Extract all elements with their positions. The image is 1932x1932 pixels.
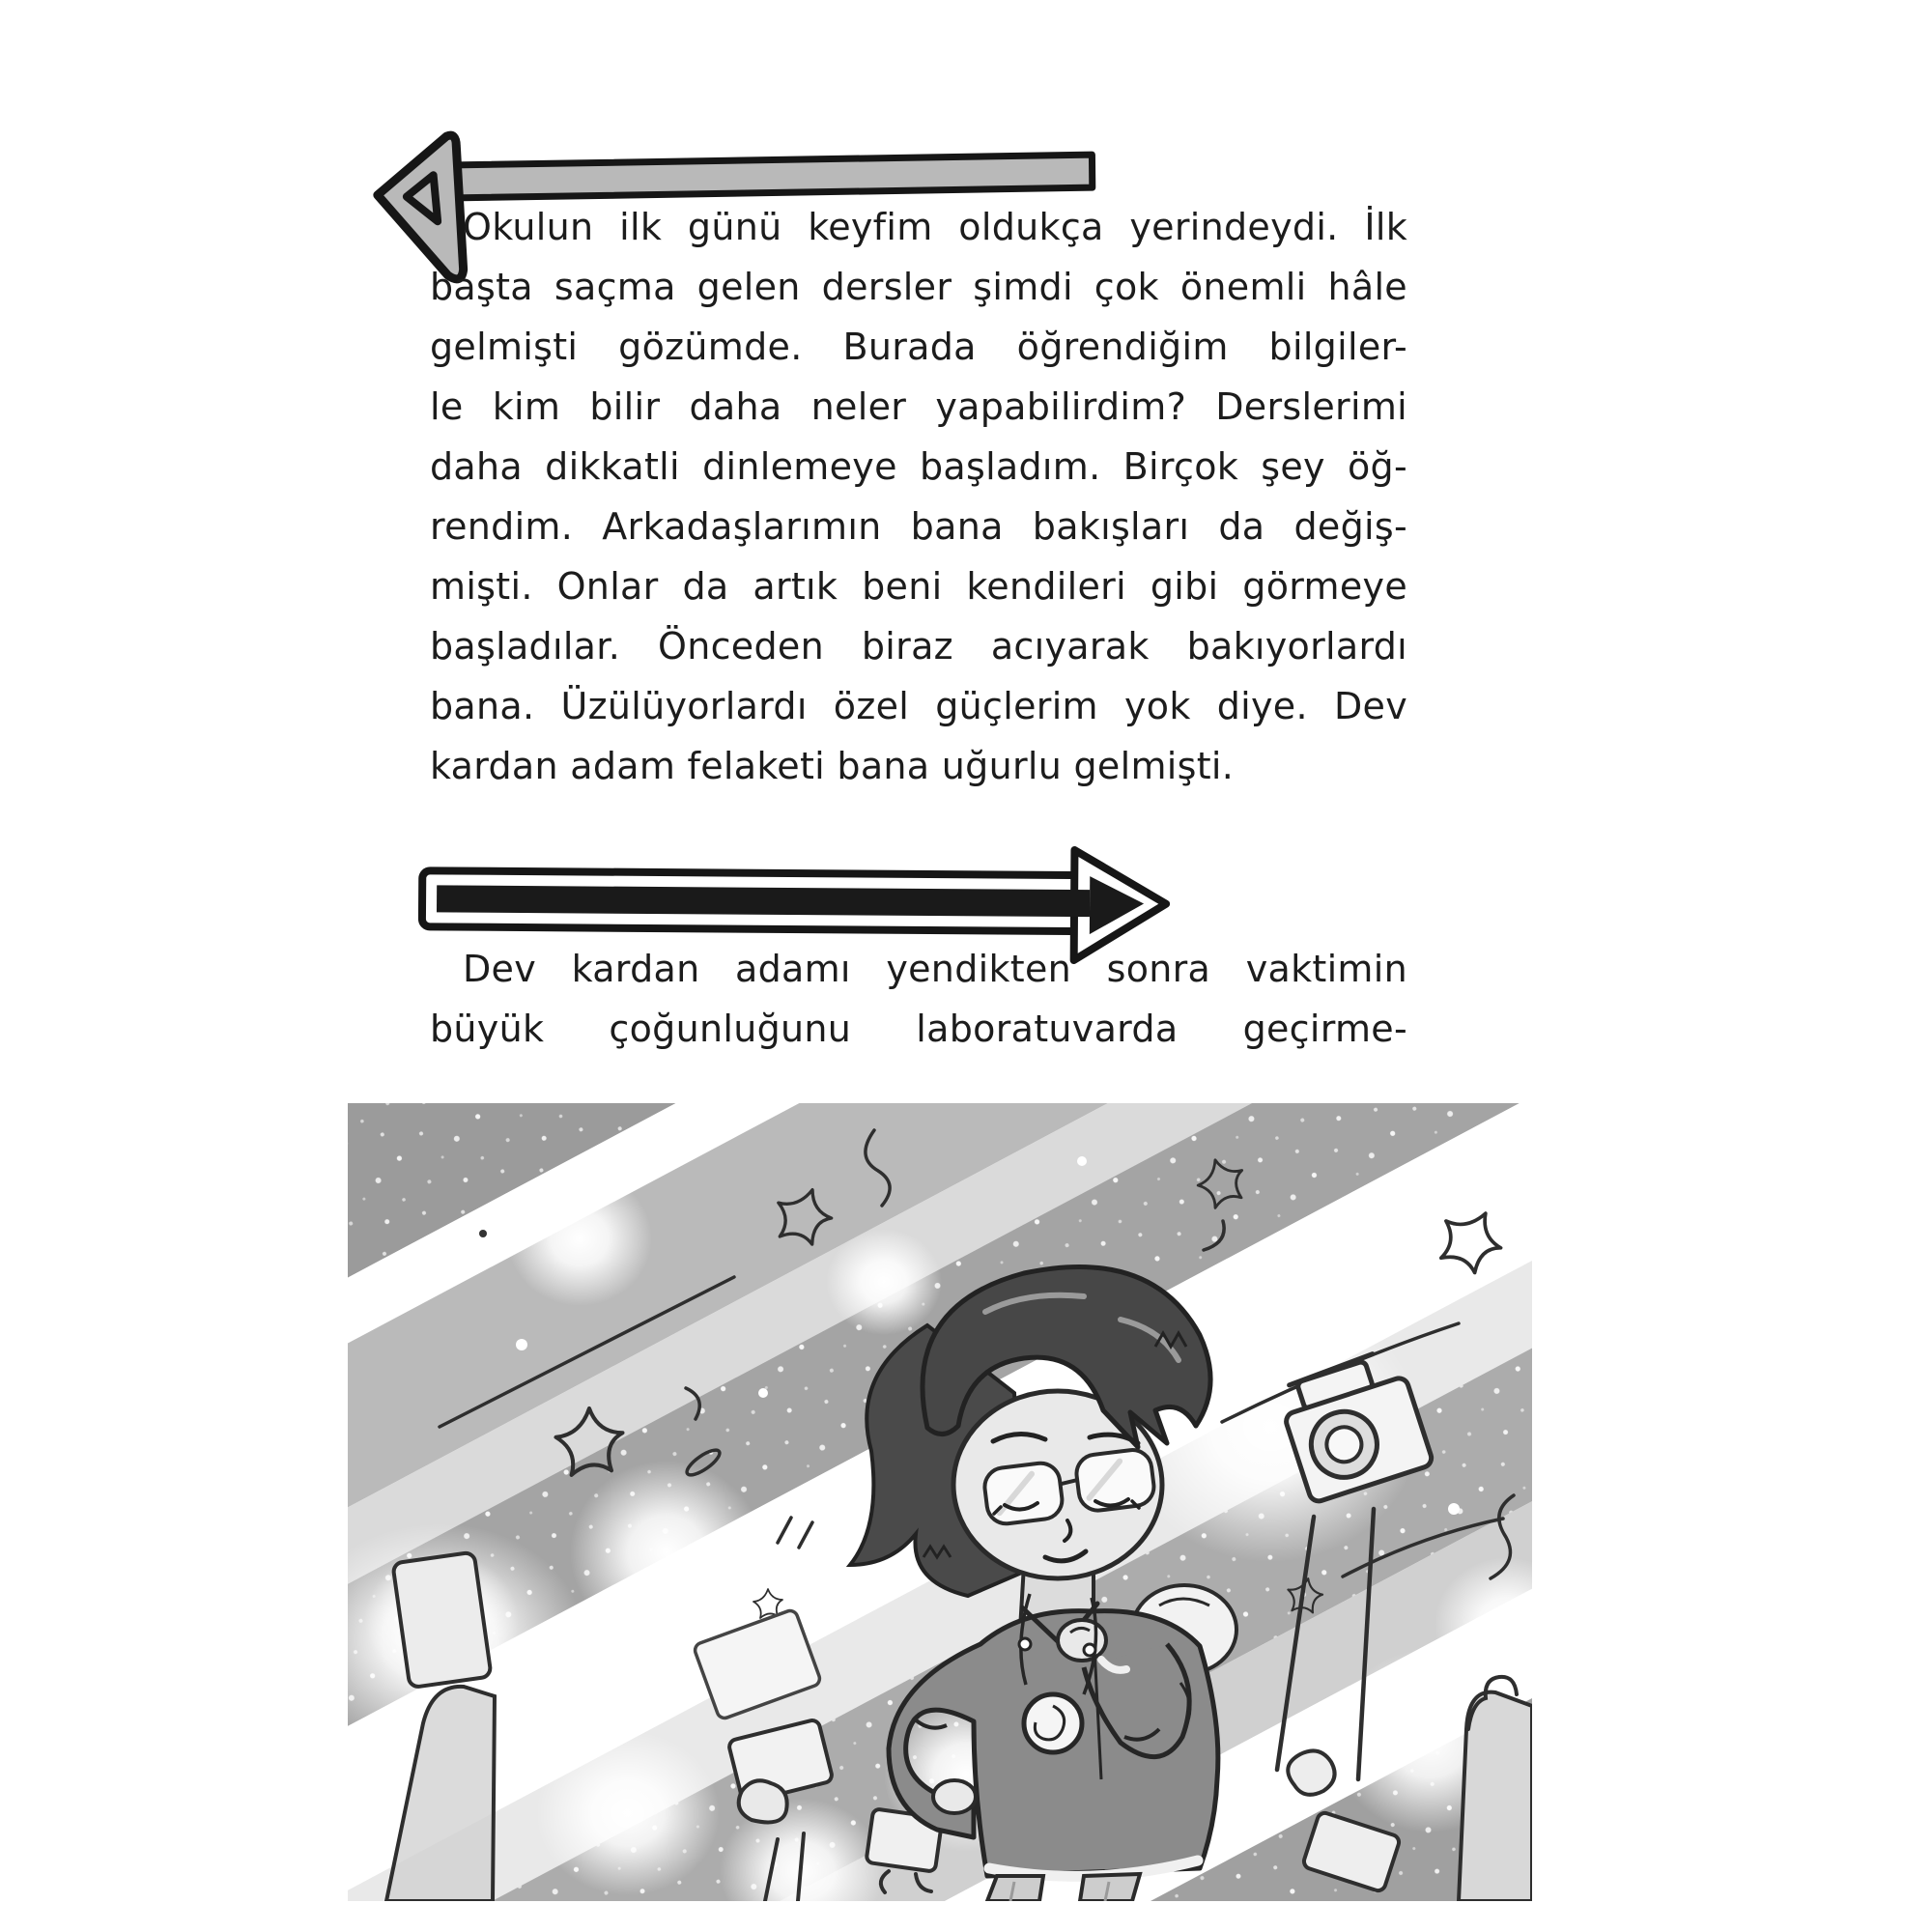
paragraph-1	[430, 197, 1407, 796]
illustration-scene	[348, 1103, 1532, 1901]
text-line: başladılar. Önceden biraz acıyarak bakıyorlardı	[430, 625, 1407, 668]
medal-icon	[1024, 1694, 1082, 1752]
text-line: daha dikkatli dinlemeye başladım. Birçok şey öğ-	[430, 445, 1407, 488]
beam-background	[348, 1103, 1532, 1901]
text-line: gelmişti gözümde. Burada öğrendiğim bilgiler-	[430, 326, 1407, 368]
hip-hand	[933, 1780, 976, 1813]
leg	[1080, 1874, 1140, 1901]
phone-icon	[392, 1552, 491, 1689]
leg	[987, 1876, 1043, 1901]
paragraph-2	[430, 939, 1407, 1059]
hand	[739, 1780, 787, 1822]
text-line: le kim bilir daha neler yapabilirdim? Derslerimi	[430, 385, 1407, 428]
text-line: başta saçma gelen dersler şimdi çok önemli hâle	[430, 266, 1407, 308]
text-line: Okulun ilk günü keyfim oldukça yerindeydi. İlk	[463, 206, 1407, 248]
text-line: mişti. Onlar da artık beni kendileri gibi görmeye	[430, 565, 1407, 608]
text-line: rendim. Arkadaşlarımın bana bakışları da değiş-	[430, 505, 1407, 548]
illustration	[348, 1103, 1532, 1901]
text-line: Dev kardan adamı yendikten sonra vaktimin	[463, 948, 1407, 990]
hand	[1288, 1750, 1334, 1794]
raised-fist	[1058, 1620, 1106, 1661]
text-line: büyük çoğunluğunu laboratuvarda geçirme-	[430, 1008, 1407, 1050]
text-line: bana. Üzülüyorlardı özel güçlerim yok diye. Dev	[430, 685, 1407, 727]
text-line: kardan adam felaketi bana uğurlu gelmişti.	[430, 745, 1235, 787]
